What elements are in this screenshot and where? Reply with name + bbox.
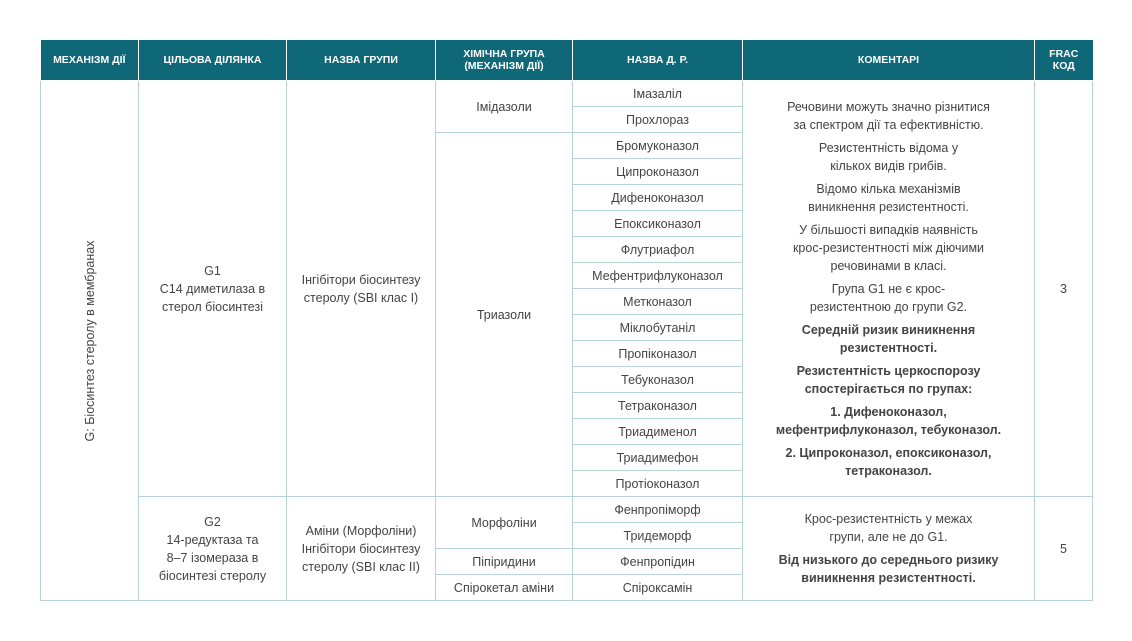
ingredient-cell: Триадименол <box>573 419 743 445</box>
g1-comment-8: 1. Дифеноконазол, мефентрифлуконазол, тебуконазол. <box>775 404 1002 437</box>
g1-comment-2: Резистентність відома у кількох видів грибів. <box>818 140 959 173</box>
header-mechanism: МЕХАНІЗМ ДІЇ <box>41 40 139 81</box>
table-row <box>41 497 1093 523</box>
g1-comment-5: Група G1 не є крос- резистентною до групи G2. <box>809 281 968 314</box>
g2-target-site: G2 14-редуктаза та 8–7 ізомераза в біосинтезі стеролу <box>139 497 287 601</box>
g1-comment-6: Середній ризик виникнення резистентності. <box>801 322 976 355</box>
header-group-name: НАЗВА ГРУПИ <box>287 40 436 81</box>
g2-comments <box>743 497 1035 601</box>
header-frac-code: FRAC КОД <box>1035 40 1093 81</box>
g1-comments <box>743 81 1035 497</box>
ingredient-cell: Міклобутаніл <box>573 315 743 341</box>
ingredient-cell: Бромуконазол <box>573 133 743 159</box>
ingredient-cell: Імазаліл <box>573 81 743 107</box>
g1-comment-4: У більшості випадків наявність крос-резистентності між діючими речовинами в класі. <box>792 222 985 273</box>
header-chemical-group: ХІМІЧНА ГРУПА (МЕХАНІЗМ ДІЇ) <box>436 40 573 81</box>
ingredient-cell: Дифеноконазол <box>573 185 743 211</box>
g2-comment-2: Від низького до середнього ризику виникнення резистентності. <box>778 553 999 585</box>
ingredient-cell: Прохлораз <box>573 107 743 133</box>
ingredient-cell: Метконазол <box>573 289 743 315</box>
chem-group-piperidines: Піпіридини <box>436 549 573 575</box>
g2-comment-1: Крос-резистентність у межах групи, але не до G1. <box>804 512 973 544</box>
g1-comment-1: Речовини можуть значно різнитися за спектром дії та ефективністю. <box>787 99 990 132</box>
header-row <box>41 40 1093 81</box>
mechanism-cell <box>41 81 139 601</box>
chem-group-triazoles: Триазоли <box>436 133 573 497</box>
g1-comment-7: Резистентність церкоспорозу спостерігається по групах: <box>796 363 981 396</box>
ingredient-cell: Протіоконазол <box>573 471 743 497</box>
ingredient-cell: Пропіконазол <box>573 341 743 367</box>
header-active-ingredient: НАЗВА Д. Р. <box>573 40 743 81</box>
ingredient-cell: Тридеморф <box>573 523 743 549</box>
frac-table <box>40 40 1093 601</box>
ingredient-cell: Ципроконазол <box>573 159 743 185</box>
ingredient-cell: Фенпропідин <box>573 549 743 575</box>
g2-frac-code: 5 <box>1035 497 1093 601</box>
ingredient-cell: Флутриафол <box>573 237 743 263</box>
g1-group-name: Інгібітори біосинтезу стеролу (SBI клас I) <box>287 81 436 497</box>
ingredient-cell: Спіроксамін <box>573 575 743 601</box>
ingredient-cell: Фенпропіморф <box>573 497 743 523</box>
ingredient-cell: Тетраконазол <box>573 393 743 419</box>
chem-group-morpholines: Морфоліни <box>436 497 573 549</box>
ingredient-cell: Тебуконазол <box>573 367 743 393</box>
table-row <box>41 81 1093 107</box>
g1-comment-9: 2. Ципроконазол, епоксиконазол, тетраконазол. <box>785 445 992 478</box>
chem-group-spiroketal-amines: Спірокетал аміни <box>436 575 573 601</box>
ingredient-cell: Триадимефон <box>573 445 743 471</box>
header-target-site: ЦІЛЬОВА ДІЛЯНКА <box>139 40 287 81</box>
ingredient-cell: Мефентрифлуконазол <box>573 263 743 289</box>
g2-group-name: Аміни (Морфоліни) Інгібітори біосинтезу стеролу (SBI клас II) <box>287 497 436 601</box>
g1-target-site: G1 C14 диметилаза в стерол біосинтезі <box>139 81 287 497</box>
ingredient-cell: Епоксиконазол <box>573 211 743 237</box>
chem-group-imidazoles: Імідазоли <box>436 81 573 133</box>
g1-frac-code: 3 <box>1035 81 1093 497</box>
header-comments: КОМЕНТАРІ <box>743 40 1035 81</box>
mechanism-label: G: Біосинтез стеролу в мембранах <box>82 240 97 441</box>
g1-comment-3: Відомо кілька механізмів виникнення резистентності. <box>808 181 969 214</box>
